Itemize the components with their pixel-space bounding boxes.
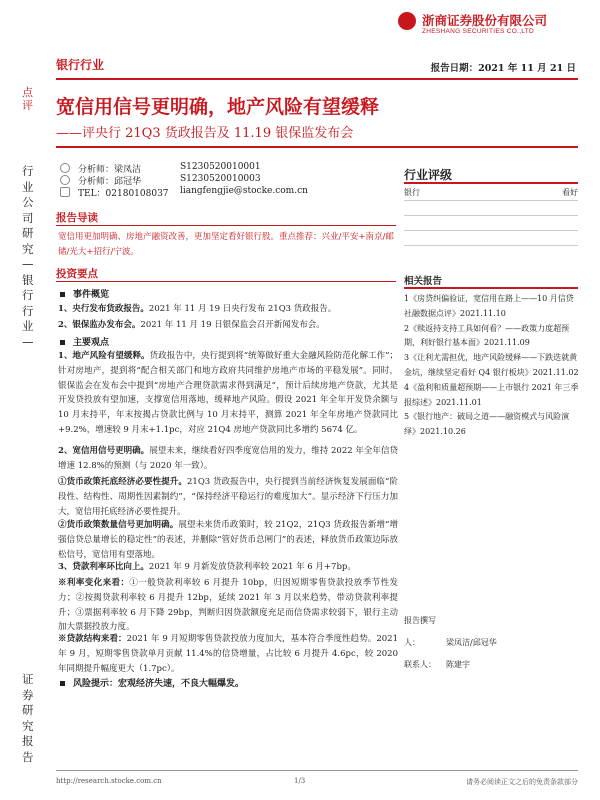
author-label: 报告撰写人： xyxy=(404,616,436,647)
related-report-link[interactable]: 1《房贷纠偏验证，宽信用在路上——10 月信贷社融数据点评》2021.11.10 xyxy=(404,294,574,318)
page-number: 1/3 xyxy=(294,777,306,785)
view-2a: ①货币政策托底经济必要性提升。21Q3 货政报告中，央行提到当前经济恢复发展面临“阶段性、结构性、周期性因素制约”，“保持经济平稳运行的难度加大”。显示经济下行压力加大，宽信用托底经济必要性提升。 xyxy=(58,477,398,517)
side-label-report-type: 证券研究报告 xyxy=(22,672,34,764)
analyst-cert: S1230520010003 xyxy=(180,174,261,184)
event-1: 1、央行发布货政报告。2021 年 11 月 19 日央行发布 21Q3 货政报告。 xyxy=(58,304,337,314)
view-3a: ※利率变化来看：①一般贷款利率较 6 月提升 10bp，归因短期零售贷款投放季节性发力；②按揭贷款利率较 6 月提升 12bp，延续 2021 年 3 月以来趋势，带动贷款利率提升；③票据利率较 6 月下降 29bp，判断归因贷款额度充足而信贷需求较弱下，银行主动加大票据投放力度。 xyxy=(58,578,398,633)
points-divider xyxy=(56,281,396,282)
bullet-square-icon xyxy=(60,340,65,345)
company-name-cn: 浙商证券股份有限公司 xyxy=(422,13,548,28)
related-report-link[interactable]: 4《盈利和质量超预期——上市银行 2021 年三季报综述》2021.11.01 xyxy=(404,382,579,407)
contact-name: 陈建宇 xyxy=(446,660,470,669)
company-logo-icon xyxy=(398,12,416,30)
author-names: 梁凤洁/邱冠华 xyxy=(446,638,497,647)
rating-row xyxy=(404,187,578,198)
related-list xyxy=(404,292,580,440)
signature-block xyxy=(404,610,578,676)
view-2: 2、宽信用信号更明确。展望未来，继续看好四季度宽信用的发力，维持 2022 年全年信贷增速 12.8%的预测（与 2020 年一致）。 xyxy=(58,446,398,471)
person-icon xyxy=(60,163,70,173)
analyst-cert: S1230520010001 xyxy=(180,162,261,172)
company-name-en: ZHESHANG SECURITIES CO.,LTD xyxy=(422,28,534,35)
footer-url[interactable]: http://research.stocke.com.cn xyxy=(56,777,162,785)
guide-text: 宽信用更加明确、房地产融资改善，更加坚定看好银行股。重点推荐：兴业/平安+南京/邮储/光大+招行/宁波。 xyxy=(58,232,394,257)
title-divider xyxy=(56,146,578,148)
rating-title: 行业评级 xyxy=(404,168,453,182)
contact-row xyxy=(60,186,308,199)
events-heading: 事件概览 xyxy=(58,287,109,300)
view-3: 3、贷款利率环比向上。2021 年 9 月新发放贷款利率较 2021 年 6 月+7bp。 xyxy=(58,562,356,572)
views-heading: 主要观点 xyxy=(58,335,109,348)
related-report-link[interactable]: 2《赎返持支持工具如何看？——政策力度超预期，利好银行基本面》2021.11.09 xyxy=(404,323,570,348)
view-1: 1、地产风险有望缓释。货政报告中，央行提到将“统筹做好重大金融风险防范化解工作”；针对房地产，提到将“配合相关部门和地方政府共同维护房地产市场的平稳发展”。同时，银保监会在发布会中提到“房地产合理贷款需求得到满足”，预计后续房地产贷款，尤其是开发贷投放有望加速，支撑宽信用落地，缓释地产风险。假设 2021 年全年开发贷余额与 10 月末持平，年末按揭占贷款比例与 10 月末持平，测算 2021 年全年房地产贷款同比+9.2%，增速较 9 月末+1.1pc，对应 21Q4 房地产贷款同比多增约 5674 亿。 xyxy=(58,351,398,435)
person-icon xyxy=(60,175,70,185)
side-label-review: 点评 xyxy=(22,86,33,112)
page-title: 宽信用信号更明确，地产风险有望缓释 xyxy=(56,96,380,118)
analyst-name: 分析师：邱冠华 xyxy=(78,177,142,187)
points-title: 投资要点 xyxy=(56,268,98,280)
view-2b: ②货币政策数量信号更加明确。展望未来货币政策时，较 21Q2，21Q3 货政报告新增“增强信贷总量增长的稳定性”的表述，并删除“管好货币总闸门”的表述，释放货币政策边际放松信号，宽信用有望落地。 xyxy=(58,520,398,560)
guide-title: 报告导读 xyxy=(56,212,98,224)
related-report-link[interactable]: 3《让利尤需担优，地产风险缓释——下跌迭就黄金坑，继续坚定看好 Q4 银行板块》2021.11.02 xyxy=(404,353,579,377)
bullet-square-icon xyxy=(60,681,65,686)
report-date: 报告日期：2021 年 11 月 21 日 xyxy=(430,63,576,74)
header-divider xyxy=(56,78,578,80)
contact-label: 联系人： xyxy=(404,660,436,669)
contact-email[interactable]: liangfengjie@stocke.com.cn xyxy=(180,186,308,196)
footer-divider xyxy=(56,770,578,771)
contact-tel: TEL：02180108037 xyxy=(78,189,169,199)
guide-divider xyxy=(56,225,396,226)
phone-icon xyxy=(60,187,70,197)
rating-table-line xyxy=(404,230,578,231)
related-report-link[interactable]: 5《银行地产：破局之道——融资模式与风险演绎》2021.10.26 xyxy=(404,412,570,437)
side-label-category: 行业公司研究—银行行业— xyxy=(22,164,34,349)
rating-table-line xyxy=(404,215,578,216)
rating-table-line xyxy=(404,200,578,201)
risk-warning: 风险提示：宏观经济失速，不良大幅爆发。 xyxy=(58,676,244,689)
page-subtitle: ——评央行 21Q3 货政报告及 11.19 银保监发布会 xyxy=(56,126,354,141)
related-title: 相关报告 xyxy=(404,276,443,287)
analyst-name: 分析师：梁凤洁 xyxy=(78,165,142,175)
rating-divider xyxy=(404,182,578,184)
bullet-square-icon xyxy=(60,292,65,297)
rating-table-line xyxy=(404,245,578,246)
event-2: 2、银保监办发布会。2021 年 11 月 19 日银保监会召开新闻发布会。 xyxy=(58,320,325,330)
rating-industry: 银行 xyxy=(404,188,420,197)
industry-label: 银行行业 xyxy=(56,58,105,72)
rating-value: 看好 xyxy=(562,188,578,197)
related-divider xyxy=(404,287,578,289)
disclaimer-note: 请务必阅读正文之后的免责条款部分 xyxy=(466,778,578,786)
view-3b: ※贷款结构来看：2021 年 9 月短期零售贷款投放力度加大，基本符合季度性趋势。2021 年 9 月，短期零售贷款单月贡献 11.4%的信贷增量，占比较 6 月提升 4.6pc，较 2020 年同期提升幅度更大（1.7pc）。 xyxy=(58,634,398,674)
